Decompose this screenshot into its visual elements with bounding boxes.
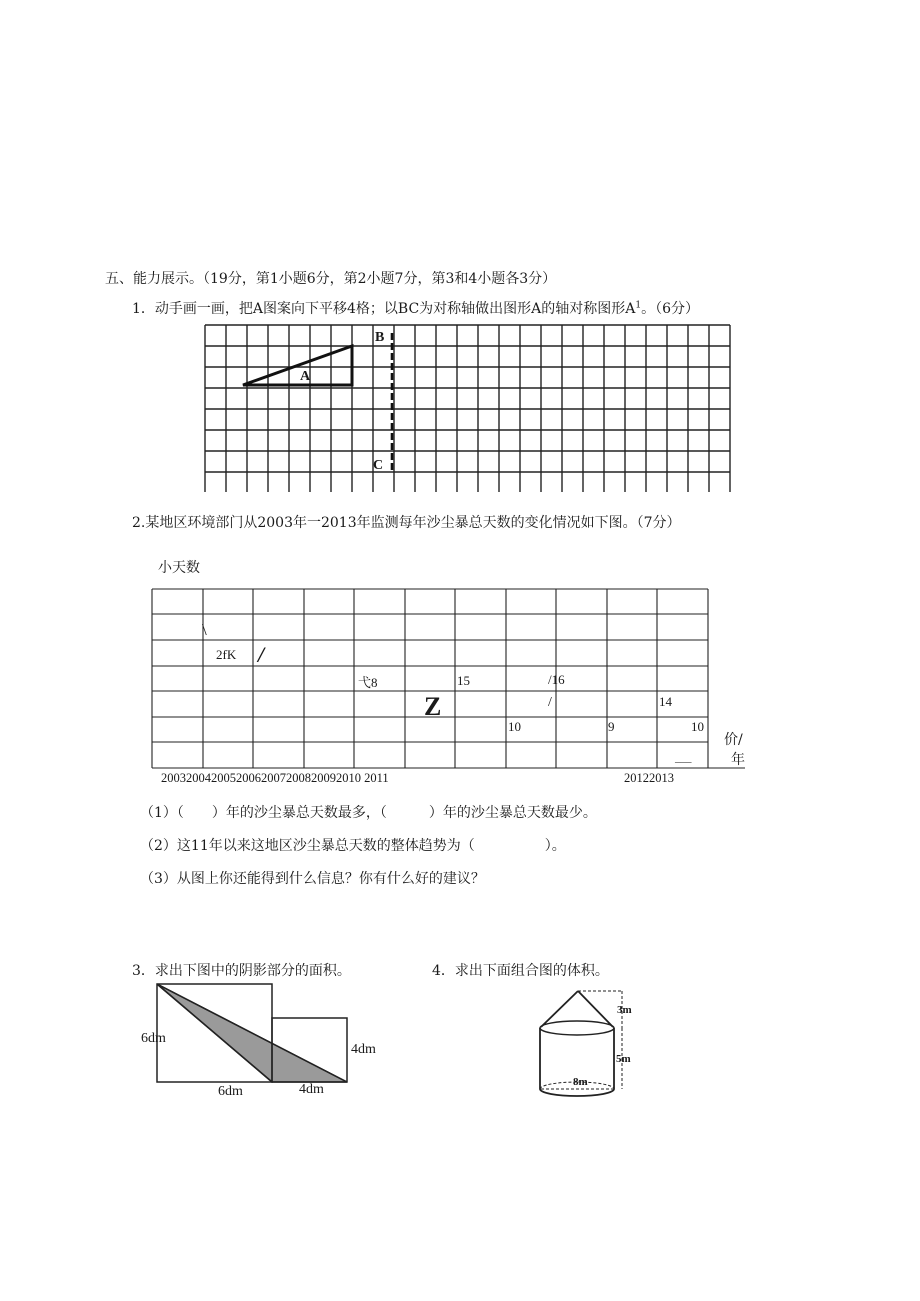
- dim-bottom-6dm: 6dm: [218, 1084, 243, 1099]
- chart-mark-9: /: [548, 695, 552, 710]
- chart-mark-12: 10: [691, 719, 704, 734]
- label-b: B: [375, 330, 385, 345]
- chart-mark-10: 10: [508, 719, 521, 734]
- dim-bottom-4dm: 4dm: [299, 1082, 324, 1097]
- q2-sub2: （2）这11年以来这地区沙尘暴总天数的整体趋势为（ ）。: [140, 838, 566, 854]
- label-a: A: [300, 369, 311, 384]
- chart-mark-4: 弋8: [358, 675, 378, 690]
- chart-mark-6: /16: [548, 672, 565, 687]
- dim-cylinder-height: 5m: [616, 1053, 631, 1065]
- chart-mark-11: 9: [608, 719, 615, 734]
- x-axis-years-right: 20122013: [624, 771, 674, 785]
- q3-prompt: 3．求出下图中的阴影部分的面积。: [132, 963, 351, 979]
- q2-sub3: （3）从图上你还能得到什么信息？你有什么好的建议？: [140, 871, 485, 887]
- x-axis-unit-2: 年: [731, 752, 745, 768]
- chart-mark-5: 15: [457, 673, 470, 688]
- q1-score: 。（6分）: [641, 301, 700, 317]
- chart-mark-13: ___: [675, 752, 692, 764]
- dim-left-6dm: 6dm: [141, 1031, 166, 1046]
- chart-mark-3: /: [258, 642, 265, 667]
- q2-sub1: （1）（ ）年的沙尘暴总天数最多，（ ）年的沙尘暴总天数最少。: [140, 805, 597, 821]
- dim-diameter: 8m: [573, 1076, 588, 1088]
- chart-mark-7: 14: [659, 694, 672, 709]
- q2-y-axis-label: 小天数: [158, 560, 200, 576]
- dim-cone-height: 3m: [617, 1004, 632, 1016]
- section-title: 五、能力展示。（19分，第1小题6分，第2小题7分，第3和4小题各3分）: [105, 271, 557, 287]
- chart-mark-2: 2fK: [216, 647, 237, 662]
- x-axis-unit-1: 价/: [724, 732, 743, 748]
- q1-text: 1．动手画一画，把A图案向下平移4格；以BC为对称轴做出图形A的轴对称图形A: [132, 301, 636, 317]
- q4-prompt: 4．求出下面组合图的体积。: [432, 963, 609, 979]
- label-c: C: [373, 458, 384, 473]
- q2-prompt: 2.某地区环境部门从2003年一2013年监测每年沙尘暴总天数的变化情况如下图。（7分）: [132, 515, 681, 531]
- dim-right-4dm: 4dm: [351, 1042, 376, 1057]
- x-axis-years-left: 20032004200520062007200820092010 2011: [161, 771, 389, 785]
- q1-superscript: 1: [635, 300, 642, 311]
- chart-mark-1: \: [202, 620, 207, 639]
- chart-mark-8: Z: [424, 692, 442, 721]
